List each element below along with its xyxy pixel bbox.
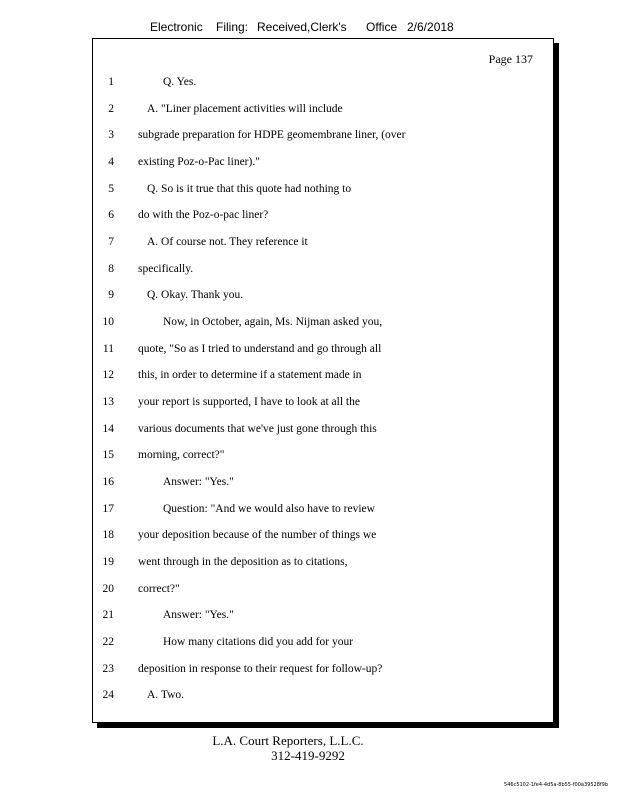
line-text: Answer: "Yes." (163, 476, 234, 488)
transcript-line (93, 525, 553, 545)
line-number: 9 (108, 289, 114, 301)
line-number: 23 (102, 663, 114, 675)
header-word-electronic: Electronic (150, 20, 203, 34)
transcript-line (93, 312, 553, 332)
line-text: specifically. (138, 263, 194, 275)
line-number: 22 (102, 636, 114, 648)
line-text: Q. Yes. (163, 76, 197, 88)
line-number: 14 (102, 423, 114, 435)
transcript-line (93, 232, 553, 252)
line-number: 21 (102, 609, 114, 621)
line-number: 7 (108, 236, 114, 248)
transcript-line (93, 99, 553, 119)
line-text: How many citations did you add for your (163, 636, 354, 648)
line-number: 13 (102, 396, 114, 408)
line-text: correct?" (138, 583, 180, 595)
line-text: this, in order to determine if a statement made in (138, 369, 362, 381)
line-number: 12 (102, 369, 114, 381)
transcript-line (93, 339, 553, 359)
document-id: 546c5102-1fe4-4d5a-8b55-f00a39528f9b (504, 782, 608, 788)
line-number: 6 (108, 209, 114, 221)
transcript-line (93, 259, 553, 279)
transcript-line (93, 552, 553, 572)
transcript-line (93, 152, 553, 172)
transcript-line (93, 445, 553, 465)
line-text: various documents that we've just gone through this (138, 423, 377, 435)
filing-header (0, 20, 618, 36)
line-number: 5 (108, 183, 114, 195)
line-text: your deposition because of the number of things we (138, 529, 377, 541)
transcript-line (93, 125, 553, 145)
transcript-line (93, 365, 553, 385)
line-number: 16 (102, 476, 114, 488)
transcript-line (93, 392, 553, 412)
line-text: A. Of course not. They reference it (147, 236, 308, 248)
line-number: 1 (108, 76, 114, 88)
transcript-line (93, 472, 553, 492)
line-number: 15 (102, 449, 114, 461)
line-number: 2 (108, 103, 114, 115)
line-number: 17 (102, 503, 114, 515)
line-text: Now, in October, again, Ms. Nijman asked you, (163, 316, 383, 328)
transcript-line (93, 419, 553, 439)
line-number: 24 (102, 689, 114, 701)
page-number: Page 137 (488, 52, 533, 66)
reporter-company: L.A. Court Reporters, L.L.C. (212, 733, 364, 748)
header-word-office: Office (366, 20, 398, 34)
line-text: subgrade preparation for HDPE geomembrane liner, (over (138, 129, 406, 141)
line-text: quote, "So as I tried to understand and go through all (138, 343, 382, 355)
header-date: 2/6/2018 (407, 20, 454, 34)
transcript-line (93, 72, 553, 92)
reporter-phone: 312-419-9292 (271, 748, 345, 763)
line-text: existing Poz-o-Pac liner)." (138, 156, 260, 168)
line-text: A. Two. (147, 689, 184, 701)
line-number: 19 (102, 556, 114, 568)
line-text: A. "Liner placement activities will include (147, 103, 343, 115)
transcript-line (93, 605, 553, 625)
line-number: 8 (108, 263, 114, 275)
transcript-page-frame (92, 38, 554, 723)
line-text: deposition in response to their request for follow-up? (138, 663, 383, 675)
transcript-line (93, 685, 553, 705)
line-number: 3 (108, 129, 114, 141)
line-number: 20 (102, 583, 114, 595)
transcript-line (93, 205, 553, 225)
line-text: do with the Poz-o-pac liner? (138, 209, 269, 221)
line-number: 4 (108, 156, 114, 168)
line-number: 18 (102, 529, 114, 541)
line-text: went through in the deposition as to citations, (138, 556, 348, 568)
line-text: Q. So is it true that this quote had nothing to (147, 183, 352, 195)
transcript-line (93, 659, 553, 679)
transcript-line (93, 285, 553, 305)
line-text: Q. Okay. Thank you. (147, 289, 244, 301)
header-word-received: Received,Clerk's (257, 20, 347, 34)
line-text: Answer: "Yes." (163, 609, 234, 621)
transcript-line (93, 179, 553, 199)
transcript-line (93, 499, 553, 519)
line-text: your report is supported, I have to look at all the (138, 396, 360, 408)
line-number: 10 (102, 316, 114, 328)
header-word-filing: Filing: (216, 20, 249, 34)
line-text: morning, correct?" (138, 449, 225, 461)
line-number: 11 (102, 343, 114, 355)
transcript-line (93, 579, 553, 599)
transcript-line (93, 632, 553, 652)
line-text: Question: "And we would also have to review (163, 503, 375, 515)
